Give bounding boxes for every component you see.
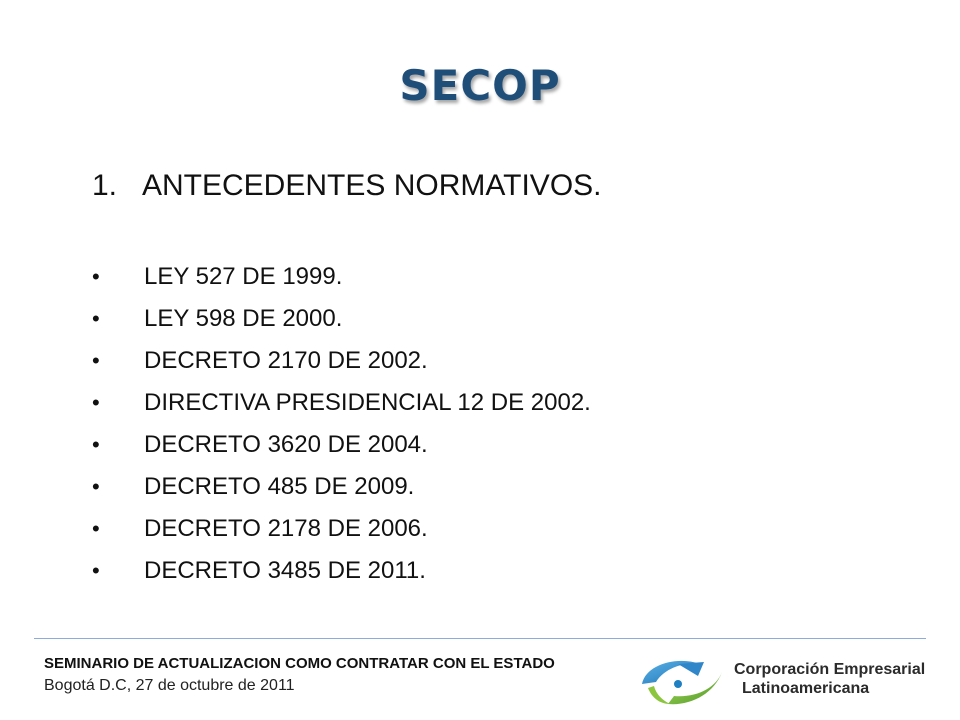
list-item-text: DECRETO 2178 DE 2006. <box>144 515 428 542</box>
section-number: 1. <box>92 169 118 202</box>
list-item <box>92 466 591 508</box>
bullet-list <box>92 256 591 592</box>
list-item-text: LEY 527 DE 1999. <box>144 263 343 290</box>
seminar-title: SEMINARIO DE ACTUALIZACION COMO CONTRATAR CON EL ESTADO <box>44 655 555 672</box>
logo-line1: Corporación Empresarial <box>734 661 926 678</box>
bullet-icon: • <box>92 516 100 541</box>
bullet-icon: • <box>92 432 100 457</box>
bullet-icon: • <box>92 306 100 331</box>
corporation-logo-icon <box>638 654 728 708</box>
list-item-text: DECRETO 3485 DE 2011. <box>144 557 426 584</box>
list-item-text: LEY 598 DE 2000. <box>144 305 343 332</box>
list-item <box>92 382 591 424</box>
list-item-text: DECRETO 2170 DE 2002. <box>144 347 428 374</box>
logo-text <box>734 660 925 698</box>
slide-title: SECOP <box>399 61 561 110</box>
bullet-icon: • <box>92 558 100 583</box>
list-item-text: DECRETO 485 DE 2009. <box>144 473 415 500</box>
logo-line2: Latinoamericana <box>742 680 870 697</box>
bullet-icon: • <box>92 348 100 373</box>
corporation-logo <box>638 652 928 708</box>
list-item <box>92 508 591 550</box>
list-item <box>92 550 591 592</box>
list-item-text: DIRECTIVA PRESIDENCIAL 12 DE 2002. <box>144 389 591 416</box>
place-date: Bogotá D.C, 27 de octubre de 2011 <box>44 677 295 694</box>
bullet-icon: • <box>92 390 100 415</box>
bullet-icon: • <box>92 474 100 499</box>
bullet-icon: • <box>92 264 100 289</box>
list-item <box>92 298 591 340</box>
footer-info <box>44 654 555 698</box>
list-item <box>92 340 591 382</box>
list-item <box>92 256 591 298</box>
section-heading <box>92 166 602 206</box>
section-heading-text: ANTECEDENTES NORMATIVOS. <box>142 169 602 202</box>
list-item-text: DECRETO 3620 DE 2004. <box>144 431 428 458</box>
footer-divider <box>34 638 926 639</box>
list-item <box>92 424 591 466</box>
